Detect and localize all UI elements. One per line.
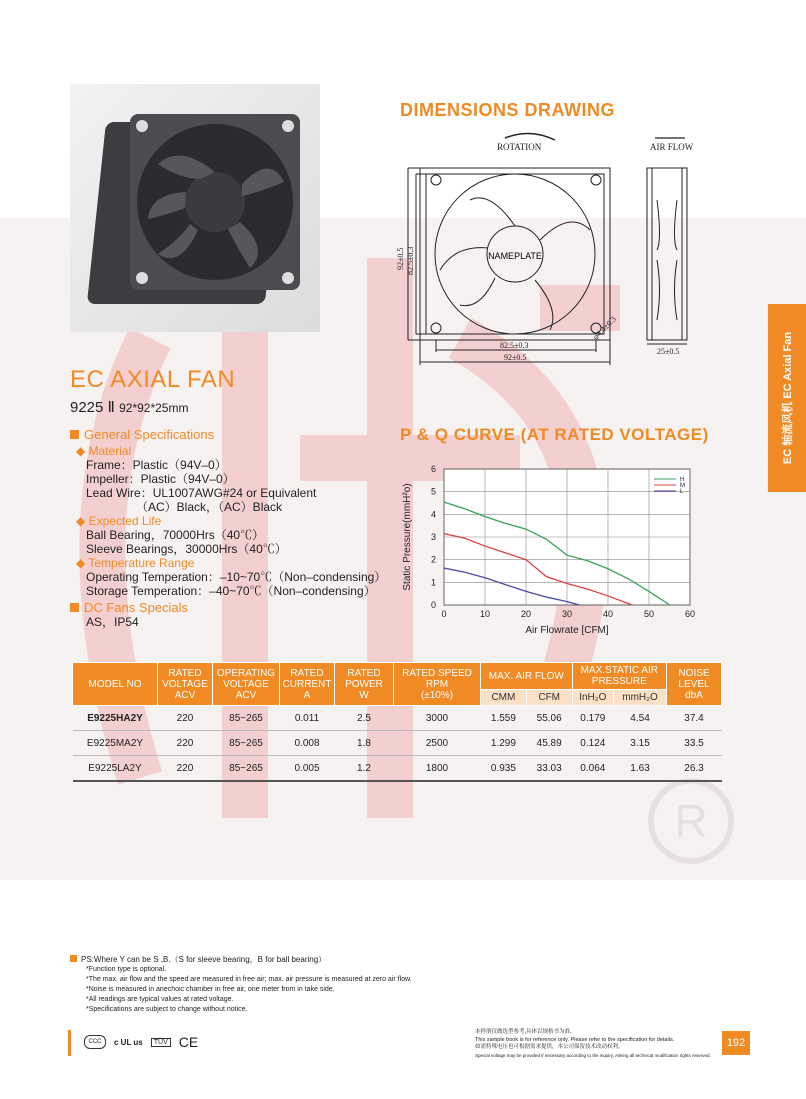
frame-spec: Frame：Plastic（94V–0）: [86, 458, 227, 472]
fan-image: [70, 84, 320, 332]
footer-accent: [68, 1030, 71, 1056]
cell: 37.4: [667, 706, 722, 731]
note-1: *Function type is optional.: [86, 966, 167, 973]
rotation-label: ROTATION: [497, 142, 542, 152]
table-row: [73, 756, 722, 782]
cell: 26.3: [667, 756, 722, 782]
lead-colors-spec: （AC）Black，（AC）Black: [136, 500, 283, 514]
th-mmh2o: mmH₂O: [614, 690, 667, 706]
square-bullet-icon: [70, 430, 79, 439]
table-row: [73, 706, 722, 731]
impeller-spec: Impeller：Plastic（94V–0）: [86, 472, 235, 486]
page-number: 192: [722, 1031, 750, 1055]
note-5: *Specifications are subject to change without notice.: [86, 1006, 248, 1013]
cell: 0.179: [572, 706, 613, 731]
note-4: *All readings are typical values at rated voltage.: [86, 996, 234, 1003]
cell-model: E9225MA2Y: [73, 731, 158, 756]
disclaimer-cn-1: 本样册仅做选型参考,具体以规格书为准。: [475, 1029, 576, 1035]
th-rated-speed: RATED SPEED RPM (±10%): [394, 663, 481, 706]
th-max-airflow: MAX. AIR FLOW: [481, 663, 573, 690]
y-tick-label: 4: [430, 509, 436, 520]
x-tick-label: 40: [602, 609, 614, 619]
x-axis-label: Air Flowrate [CFM]: [525, 625, 609, 636]
ul-mark: c UL us: [114, 1037, 143, 1047]
th-inh2o: InH₂O: [572, 690, 613, 706]
cell: 45.89: [526, 731, 572, 756]
cell: 1.8: [335, 731, 394, 756]
cell: 0.005: [280, 756, 335, 782]
cell: 0.124: [572, 731, 613, 756]
ce-mark: CE: [178, 1034, 199, 1050]
y-axis-label: Static Pressure(mmH²o): [402, 483, 413, 591]
cell: 0.011: [280, 706, 335, 731]
disclaimer: [475, 1029, 715, 1059]
pq-chart: [398, 455, 708, 645]
x-tick-label: 50: [643, 609, 655, 619]
y-tick-label: 3: [430, 532, 436, 542]
general-specs: General Specifications ◆ Material Frame：Plastic（94V–0） Impeller：Plastic（94V–0） Lead Wire：UL1007AWG#24 or Equivalent （AC）Black，（AC）Black ◆ Expected Life Ball Bearing，70000Hrs（40℃） Sleeve Bearings，30000Hrs（40℃） ◆ Temperature Range Operating Temperation：–10~70℃（Non–condensing） Storage Temperation：–40~70℃（Non–condensing） DC Fans Specials AS，IP54: [70, 428, 400, 629]
dc-specials-heading: DC Fans Specials: [84, 600, 189, 615]
dim-width-inner: 82.5±0.3: [500, 341, 529, 350]
note-ps: PS:Where Y can be S ,B.（S for sleeve bearing，B for ball bearing）: [81, 955, 327, 964]
dimensions-title: DIMENSIONS DRAWING: [400, 100, 616, 120]
side-tab: [768, 304, 806, 492]
ccc-icon: CCC: [84, 1035, 106, 1049]
cell: 220: [158, 706, 213, 731]
registered-letter: R: [674, 795, 708, 847]
general-specs-heading: General Specifications: [84, 427, 215, 442]
lead-wire-spec: Lead Wire：UL1007AWG#24 or Equivalent: [86, 486, 317, 500]
legend-label: M: [680, 483, 685, 489]
cell: 220: [158, 731, 213, 756]
cell: 55.06: [526, 706, 572, 731]
dc-specials-value: AS，IP54: [86, 615, 139, 629]
th-noise: NOISE LEVEL dbA: [667, 663, 722, 706]
spec-table: [72, 662, 722, 782]
airflow-label: AIR FLOW: [650, 142, 694, 152]
th-operating-voltage: OPERATING VOLTAGE ACV: [213, 663, 280, 706]
th-cfm: CFM: [526, 690, 572, 706]
table-row: [73, 731, 722, 756]
legend-label: L: [680, 489, 684, 495]
temperature-heading: Temperature Range: [88, 556, 195, 570]
nameplate-label: NAMEPLATE: [488, 251, 542, 261]
note-2: *The max. air flow and the speed are measured in free air; max. air pressure is measured at zero air flow.: [86, 976, 412, 983]
cell: 0.935: [481, 756, 527, 782]
notes: [70, 955, 570, 1015]
dim-depth: 25±0.5: [657, 347, 680, 356]
product-title: EC AXIAL FAN: [70, 366, 236, 393]
cell: 85~265: [213, 731, 280, 756]
y-tick-label: 5: [430, 486, 436, 497]
product-size: 92*92*25mm: [119, 401, 189, 415]
th-rated-voltage: RATED VOLTAGE ACV: [158, 663, 213, 706]
x-tick-label: 60: [684, 609, 696, 619]
cell: 1.559: [481, 706, 527, 731]
cell: 85~265: [213, 706, 280, 731]
side-tab-label: EC 轴流风机 EC Axial Fan: [782, 331, 794, 465]
expected-life-heading: Expected Life: [88, 514, 162, 528]
disclaimer-cn-2: 如需特殊电压也可根据需求提供，本公司保留技术改动权利。: [475, 1044, 624, 1050]
y-tick-label: 2: [430, 554, 436, 565]
tuv-mark: TÜV: [151, 1038, 171, 1047]
th-rated-power: RATED POWER W: [335, 663, 394, 706]
cell: 1.299: [481, 731, 527, 756]
x-tick-label: 30: [561, 609, 573, 619]
y-tick-label: 6: [430, 464, 436, 474]
square-bullet-icon: [70, 955, 77, 962]
cell: 220: [158, 756, 213, 782]
certifications: [84, 1034, 198, 1050]
product-photo: [70, 84, 320, 332]
storage-temp-spec: Storage Temperation：–40~70℃（Non–condensing）: [86, 584, 376, 598]
dimensions-drawing: [396, 130, 710, 375]
operating-temp-spec: Operating Temperation：–10~70℃（Non–condensing）: [86, 570, 387, 584]
dim-height-inner: 82.5±0.3: [406, 246, 415, 275]
cell: 3000: [394, 706, 481, 731]
cell: 1800: [394, 756, 481, 782]
material-heading: Material: [88, 444, 132, 458]
th-model: MODEL NO: [73, 663, 158, 706]
cell: 4.54: [614, 706, 667, 731]
cell: 0.008: [280, 731, 335, 756]
cell: 33.03: [526, 756, 572, 782]
cell-model: E9225LA2Y: [73, 756, 158, 782]
registered-mark: [645, 775, 737, 867]
cell: 2.5: [335, 706, 394, 731]
cell: 1.2: [335, 756, 394, 782]
sleeve-bearing-spec: Sleeve Bearings，30000Hrs（40℃）: [86, 542, 287, 556]
x-tick-label: 10: [479, 609, 491, 619]
x-tick-label: 0: [441, 609, 447, 619]
cell: 1.63: [614, 756, 667, 782]
cell: 85~265: [213, 756, 280, 782]
legend-label: H: [680, 477, 685, 483]
product-model: 9225 Ⅱ: [70, 399, 115, 416]
cell: 33.5: [667, 731, 722, 756]
x-tick-label: 20: [520, 609, 532, 619]
square-bullet-icon: [70, 603, 79, 612]
cell: 3.15: [614, 731, 667, 756]
th-cmm: CMM: [481, 690, 527, 706]
cell-model: E9225HA2Y: [73, 706, 158, 731]
dim-hole: φ4.4±0.3: [591, 314, 618, 342]
pq-title: P & Q CURVE (AT RATED VOLTAGE): [400, 425, 709, 444]
y-tick-label: 1: [430, 577, 436, 588]
ball-bearing-spec: Ball Bearing，70000Hrs（40℃）: [86, 528, 265, 542]
disclaimer-en-1: This sample book is for reference only. Please refer to the specification for details.: [475, 1036, 675, 1043]
cell: 0.064: [572, 756, 613, 782]
note-3: *Noise is measured in anechoic chamber in free air, one meter from in take side.: [86, 986, 335, 993]
disclaimer-en-2: Special voltage may be provided if necessary according to the inquiry, Asking all technical modification rights reserved.: [475, 1052, 711, 1058]
th-max-static: MAX.STATIC AIR PRESSURE: [572, 663, 666, 690]
y-tick-label: 0: [430, 600, 436, 610]
dim-height-outer: 92±0.5: [396, 247, 405, 270]
cell: 2500: [394, 731, 481, 756]
th-rated-current: RATED CURRENT A: [280, 663, 335, 706]
dim-width-outer: 92±0.5: [504, 353, 527, 362]
